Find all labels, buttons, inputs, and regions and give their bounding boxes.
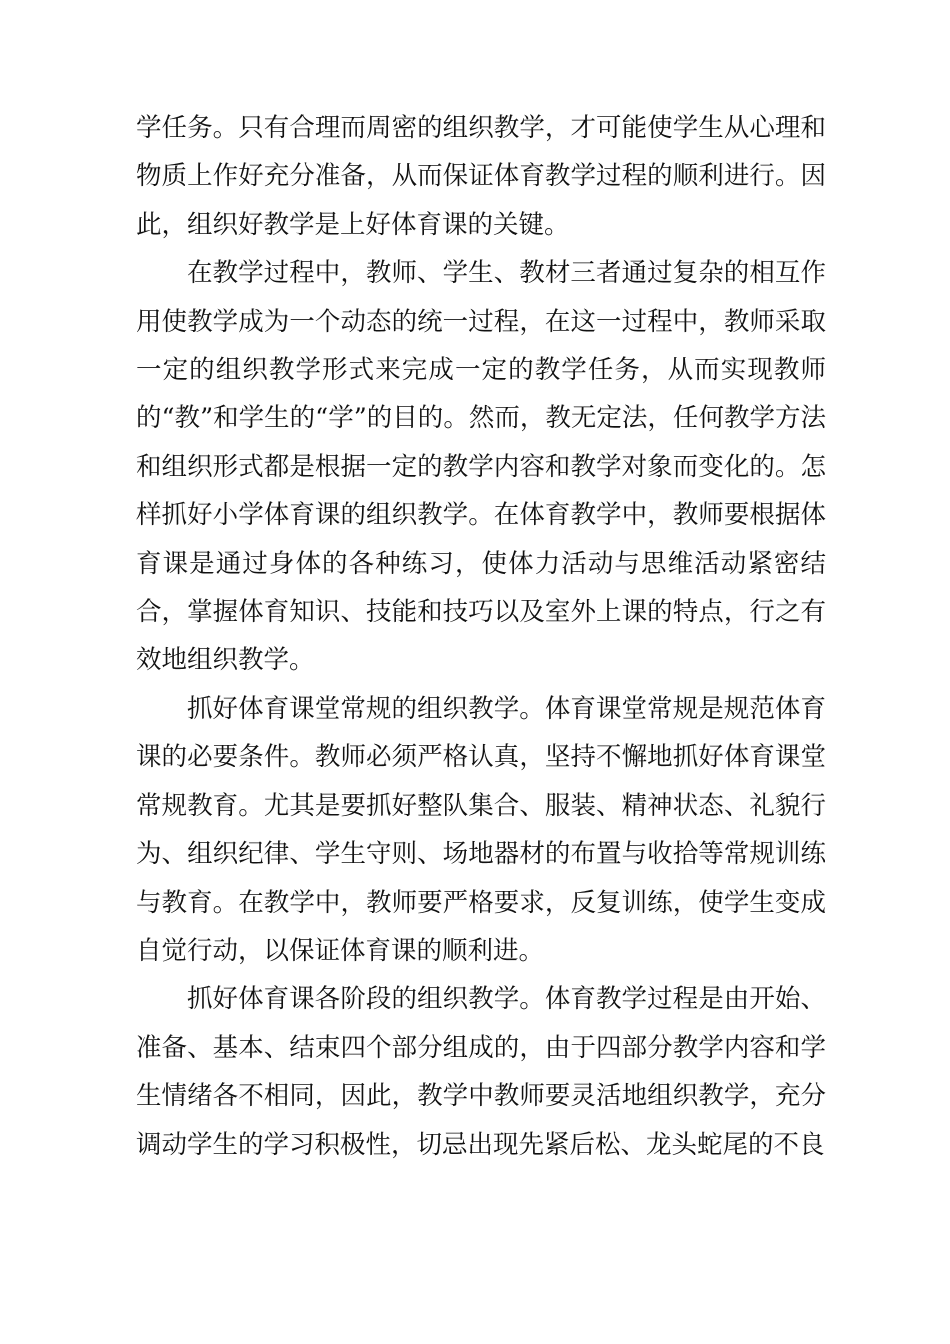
paragraph-3: 抓好体育课堂常规的组织教学。体育课堂常规是规范体育课的必要条件。教师必须严格认真，坚持不懈地抓好体育课堂常规教育。尤其是要抓好整队集合、服装、精神状态、礼貌行为、组织纪律、学生守则、场地器材的布置与收拾等常规训练与教育。在教学中，教师要严格要求，反复训练，使学生变成自觉行动，以保证体育课的顺利进。 [136,693,826,966]
document-body [136,104,826,1169]
paragraph-4: 抓好体育课各阶段的组织教学。体育教学过程是由开始、准备、基本、结束四个部分组成的，由于四部分教学内容和学生情绪各不相同，因此，教学中教师要灵活地组织教学，充分调动学生的学习积极性，切忌出现先紧后松、龙头蛇尾的不良 [136,984,826,1160]
paragraph-1: 学任务。只有合理而周密的组织教学，才可能使学生从心理和物质上作好充分准备，从而保证体育教学过程的顺利进行。因此，组织好教学是上好体育课的关键。 [136,113,826,240]
paragraph-2: 在教学过程中，教师、学生、教材三者通过复杂的相互作用使教学成为一个动态的统一过程，在这一过程中，教师采取一定的组织教学形式来完成一定的教学任务，从而实现教师的“教”和学生的“学”的目的。然而，教无定法，任何教学方法和组织形式都是根据一定的教学内容和教学对象而变化的。怎样抓好小学体育课的组织教学。在体育教学中，教师要根据体育课是通过身体的各种练习，使体力活动与思维活动紧密结合，掌握体育知识、技能和技巧以及室外上课的特点，行之有效地组织教学。 [136,258,826,676]
